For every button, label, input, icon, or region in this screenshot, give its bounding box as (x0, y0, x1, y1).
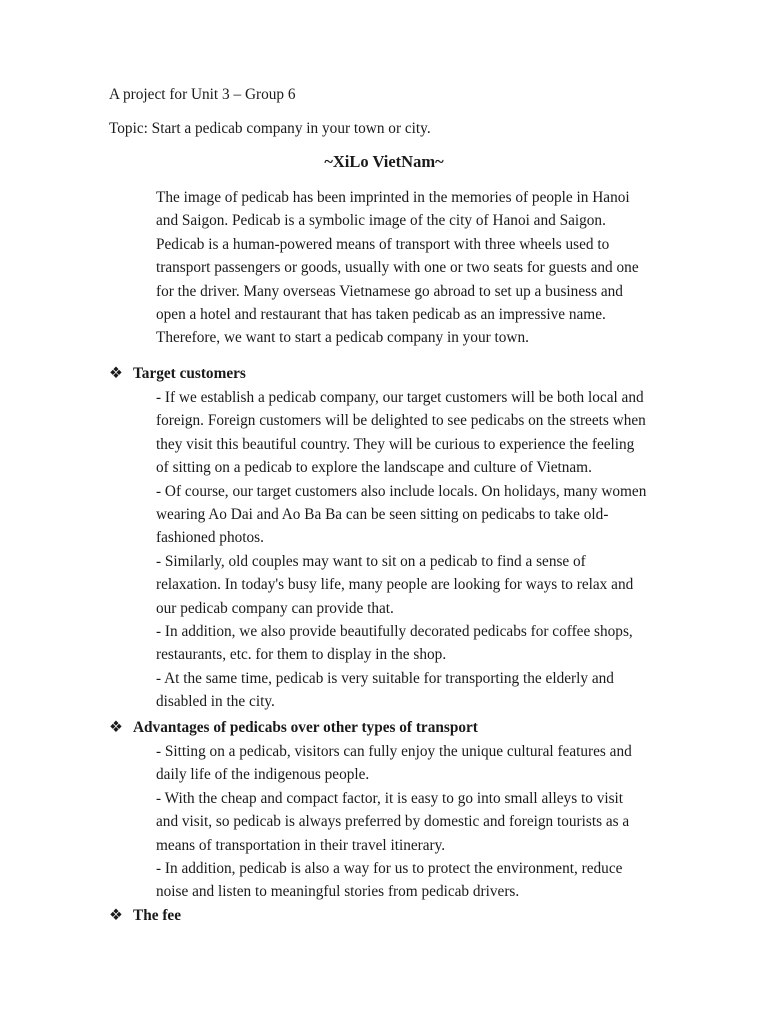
section-heading-the-fee (109, 906, 181, 925)
section-line: relaxation. In today's busy life, many people are looking for ways to relax and (156, 576, 634, 594)
section-line: our pedicab company can provide that. (156, 599, 394, 617)
intro-line: The image of pedicab has been imprinted in the memories of people in Hanoi (156, 189, 630, 206)
intro-paragraph (156, 186, 716, 350)
section-heading-text: Advantages of pedicabs over other types of transport (133, 719, 478, 736)
section-body-advantages (156, 740, 716, 904)
section-line: - With the cheap and compact factor, it is easy to go into small alleys to visit (156, 789, 624, 807)
section-line: - In addition, pedicab is also a way for us to protect the environment, reduce (156, 860, 623, 878)
section-line: means of transportation in their travel itinerary. (156, 836, 446, 854)
section-line: - Sitting on a pedicab, visitors can fully enjoy the unique cultural features and (156, 743, 632, 760)
section-line: - Of course, our target customers also include locals. On holidays, many women (156, 482, 647, 500)
section-line: disabled in the city. (156, 693, 275, 711)
project-line: A project for Unit 3 – Group 6 (109, 86, 296, 103)
topic-line: Topic: Start a pedicab company in your town or city. (109, 120, 431, 137)
intro-line: Pedicab is a human-powered means of transport with three wheels used to (156, 235, 610, 253)
section-heading-text: Target customers (133, 365, 246, 382)
section-line: of sitting on a pedicab to explore the landscape and culture of Vietnam. (156, 459, 592, 477)
intro-line: and Saigon. Pedicab is a symbolic image of the city of Hanoi and Saigon. (156, 212, 606, 230)
section-line: noise and listen to meaningful stories from pedicab drivers. (156, 883, 520, 901)
intro-line: transport passengers or goods, usually with one or two seats for guests and one (156, 259, 639, 277)
section-line: wearing Ao Dai and Ao Ba Ba can be seen sitting on pedicabs to take old- (156, 506, 609, 524)
section-line: - At the same time, pedicab is very suitable for transporting the elderly and (156, 669, 614, 687)
document-title: ~XiLo VietNam~ (324, 152, 444, 171)
bullet-diamond-icon: ❖ (109, 907, 123, 924)
section-line: daily life of the indigenous people. (156, 766, 370, 784)
section-heading-target-customers (109, 364, 246, 383)
section-line: - Similarly, old couples may want to sit on a pedicab to find a sense of (156, 552, 586, 570)
bullet-diamond-icon: ❖ (109, 719, 123, 736)
section-line: restaurants, etc. for them to display in the shop. (156, 646, 447, 664)
section-line: - If we establish a pedicab company, our target customers will be both local and (156, 389, 644, 406)
section-line: - In addition, we also provide beautifully decorated pedicabs for coffee shops, (156, 623, 633, 641)
section-line: fashioned photos. (156, 529, 264, 547)
bullet-diamond-icon: ❖ (109, 365, 123, 382)
intro-line: Therefore, we want to start a pedicab company in your town. (156, 329, 529, 347)
section-body-target-customers (156, 386, 716, 714)
section-line: foreign. Foreign customers will be delighted to see pedicabs on the streets when (156, 412, 646, 430)
section-line: they visit this beautiful country. They will be curious to experience the feeling (156, 435, 635, 453)
intro-line: for the driver. Many overseas Vietnamese go abroad to set up a business and (156, 282, 623, 300)
section-heading-advantages (109, 718, 478, 737)
section-line: and visit, so pedicab is always preferred by domestic and foreign tourists as a (156, 813, 630, 831)
intro-line: open a hotel and restaurant that has taken pedicab as an impressive name. (156, 306, 606, 324)
section-heading-text: The fee (133, 907, 181, 924)
